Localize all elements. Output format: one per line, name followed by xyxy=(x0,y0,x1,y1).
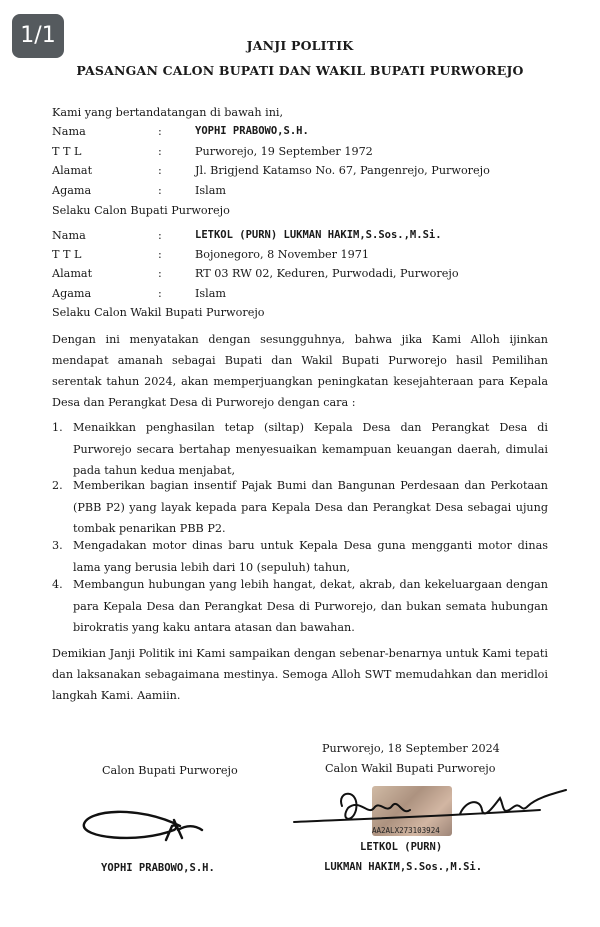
place-date: Purworejo, 18 September 2024 xyxy=(322,742,500,755)
label: Agama xyxy=(52,184,92,197)
candidate1-ttl: Purworejo, 19 September 1972 xyxy=(195,145,373,158)
candidate1-religion: Islam xyxy=(195,184,227,197)
candidate2-religion: Islam xyxy=(195,287,227,300)
label: Nama xyxy=(52,229,86,242)
left-signature xyxy=(78,800,208,860)
candidate1-role: Selaku Calon Bupati Purworejo xyxy=(52,204,230,217)
label: Alamat xyxy=(52,267,93,280)
colon: : xyxy=(158,184,162,197)
right-signature xyxy=(290,780,570,845)
label: Agama xyxy=(52,287,92,300)
candidate1-address: Jl. Brigjend Katamso No. 67, Pangenrejo, Purworejo xyxy=(195,164,490,177)
label: T T L xyxy=(52,145,82,158)
promise-number: 3. xyxy=(52,539,63,552)
colon: : xyxy=(158,287,162,300)
candidate2-name: LETKOL (PURN) LUKMAN HAKIM,S.Sos.,M.Si. xyxy=(195,229,442,241)
left-signer-name: YOPHI PRABOWO,S.H. xyxy=(101,862,215,874)
promise-number: 1. xyxy=(52,421,63,434)
left-signer-role: Calon Bupati Purworejo xyxy=(102,764,238,777)
intro-text: Kami yang bertandatangan di bawah ini, xyxy=(52,106,284,119)
right-signer-name: LUKMAN HAKIM,S.Sos.,M.Si. xyxy=(324,861,483,873)
candidate1-name: YOPHI PRABOWO,S.H. xyxy=(195,125,309,137)
document-title: JANJI POLITIK xyxy=(246,38,354,53)
colon: : xyxy=(158,248,162,261)
document-subtitle: PASANGAN CALON BUPATI DAN WAKIL BUPATI PURWOREJO xyxy=(76,63,524,78)
colon: : xyxy=(158,145,162,158)
label: Nama xyxy=(52,125,86,138)
promise-number: 2. xyxy=(52,479,63,492)
colon: : xyxy=(158,267,162,280)
statement-paragraph: Dengan ini menyatakan dengan sesungguhnya, bahwa jika Kami Alloh ijinkan mendapat amanah sebagai Bupati dan Wakil Bupati Purworejo hasil Pemilihan serentak tahun 2024, akan memperjuangkan peningkatan kesejahteraan para Kepala Desa dan Perangkat Desa di Purworejo dengan cara : xyxy=(52,333,548,409)
promise-number: 4. xyxy=(52,578,63,591)
promise-text: Menaikkan penghasilan tetap (siltap) Kepala Desa dan Perangkat Desa di Purworejo secara bertahap menyesuaikan kemampuan keuangan daerah, dimulai pada tahun kedua menjabat, xyxy=(73,421,548,477)
stamp-code: AA2ALX273103924 xyxy=(372,826,440,835)
candidate2-address: RT 03 RW 02, Keduren, Purwodadi, Purworejo xyxy=(195,267,459,280)
colon: : xyxy=(158,229,162,242)
promise-text: Memberikan bagian insentif Pajak Bumi dan Bangunan Perdesaan dan Perkotaan (PBB P2) yang layak kepada para Kepala Desa dan Perangkat Desa sebagai ujung tombak penarikan PBB P2. xyxy=(73,479,548,535)
page-indicator: 1/1 xyxy=(12,14,64,58)
candidate2-role: Selaku Calon Wakil Bupati Purworejo xyxy=(52,306,265,319)
promise-text: Mengadakan motor dinas baru untuk Kepala Desa guna mengganti motor dinas lama yang berusia lebih dari 10 (sepuluh) tahun, xyxy=(73,539,548,574)
label: T T L xyxy=(52,248,82,261)
right-signer-role: Calon Wakil Bupati Purworejo xyxy=(325,762,496,775)
promise-text: Membangun hubungan yang lebih hangat, dekat, akrab, dan kekeluargaan dengan para Kepala Desa dan Perangkat Desa di Purworejo, dan bukan semata hubungan birokratis yang kaku antara atasan dan bawahan. xyxy=(73,578,548,634)
colon: : xyxy=(158,164,162,177)
candidate2-ttl: Bojonegoro, 8 November 1971 xyxy=(195,248,369,261)
closing-paragraph: Demikian Janji Politik ini Kami sampaikan dengan sebenar-benarnya untuk Kami tepati dan laksanakan sebagaimana mestinya. Semoga Alloh SWT memudahkan dan meridloi langkah Kami. Aamiin. xyxy=(52,647,548,702)
right-signer-rank: LETKOL (PURN) xyxy=(360,841,443,853)
colon: : xyxy=(158,125,162,138)
label: Alamat xyxy=(52,164,93,177)
